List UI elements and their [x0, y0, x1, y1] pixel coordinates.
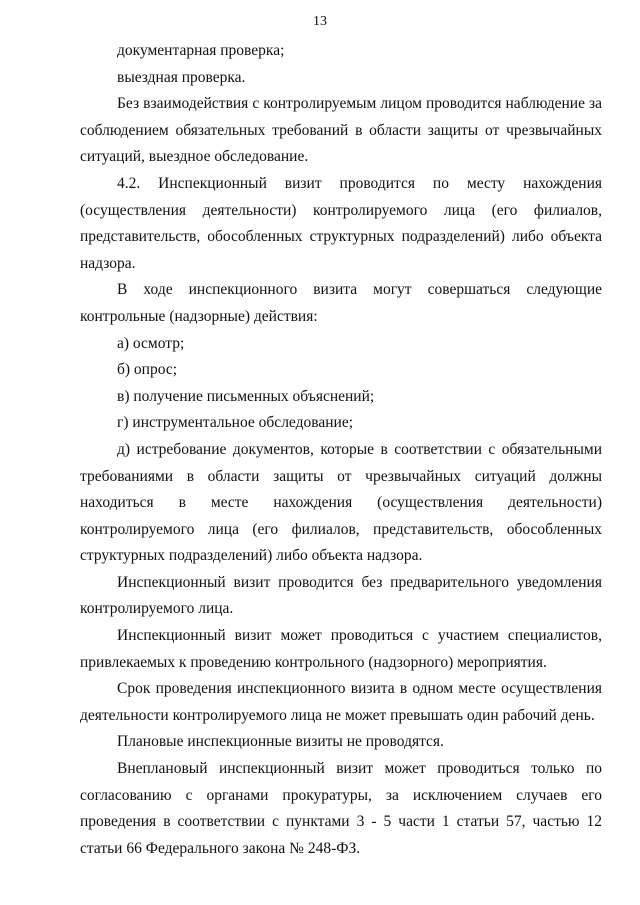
paragraph: Инспекционный визит проводится без предварительного уведомления контролируемого лица.: [80, 573, 602, 618]
paragraph: Внеплановый инспекционный визит может проводиться только по согласованию с органами прокуратуры, за исключением случаев его проведения в соответствии с пунктами 3 - 5 части 1 статьи 57, частью 12 статьи 66 Федерального закона № 248-ФЗ.: [80, 760, 602, 857]
list-item: г) инструментальное обследование;: [117, 414, 354, 432]
paragraph: Без взаимодействия с контролируемым лицом проводится наблюдение за соблюдением обязательных требований в области защиты от чрезвычайных ситуаций, выездное обследование.: [80, 95, 602, 166]
paragraph: Инспекционный визит может проводиться с участием специалистов, привлекаемых к проведению контрольного (надзорного) мероприятия.: [80, 627, 602, 671]
paragraph: Плановые инспекционные визиты не проводятся.: [117, 733, 444, 751]
paragraph: документарная проверка;: [117, 42, 285, 59]
list-item: в) получение письменных объяснений;: [117, 387, 375, 405]
list-item: б) опрос;: [117, 361, 178, 379]
paragraph: выездная проверка.: [117, 68, 246, 86]
page-number: 13: [313, 14, 327, 29]
paragraph: 4.2. Инспекционный визит проводится по месту нахождения (осуществления деятельности) контролируемого лица (его филиалов, представительств, обособленных структурных подразделений) либо объекта надзора.: [80, 174, 602, 272]
list-item: д) истребование документов, которые в соответствии с обязательными требованиями в области защиты от чрезвычайных ситуаций должны находиться в месте нахождения (осуществления деятельности) контролируемого лица (его филиалов, представительств, обособленных структурных подразделений) либо объекта надзора.: [80, 440, 602, 565]
paragraph: В ходе инспекционного визита могут совершаться следующие контрольные (надзорные) действия:: [80, 281, 602, 325]
document-body: [80, 38, 602, 862]
list-item: а) осмотр;: [117, 334, 185, 352]
paragraph: Срок проведения инспекционного визита в одном месте осуществления деятельности контролируемого лица не может превышать один рабочий день.: [80, 680, 602, 724]
